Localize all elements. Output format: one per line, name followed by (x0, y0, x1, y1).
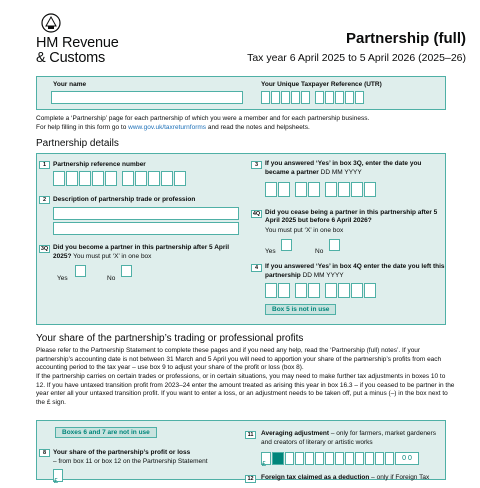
box4q-instruction: You must put ‘X’ in one box (265, 227, 344, 234)
utr-digit[interactable] (355, 91, 364, 104)
date-digit[interactable] (265, 182, 277, 197)
date-digit[interactable] (308, 283, 320, 298)
box11-title: Averaging adjustment (261, 430, 330, 437)
box3q-no-checkbox[interactable] (121, 265, 132, 277)
ref-digit[interactable] (135, 171, 147, 186)
box-number-2: 2 (39, 196, 50, 204)
ref-digit[interactable] (53, 171, 65, 186)
currency-symbol: £ (262, 461, 266, 468)
date-digit[interactable] (308, 182, 320, 197)
box4-label (265, 263, 445, 280)
amount-digit[interactable] (365, 452, 374, 465)
date-digit[interactable] (278, 182, 290, 197)
ref-digit[interactable] (148, 171, 160, 186)
amount-digit[interactable] (315, 452, 324, 465)
box4-question: If you answered ‘Yes’ in box 4Q enter the date you left this partnership (265, 263, 445, 279)
partnership-details-panel (36, 153, 446, 325)
amount-digit[interactable] (305, 452, 314, 465)
ref-digit[interactable] (161, 171, 173, 186)
ref-digit[interactable] (122, 171, 134, 186)
box-number-12: 12 (245, 475, 256, 483)
share-panel (36, 420, 446, 485)
date-digit[interactable] (278, 283, 290, 298)
amount-digit[interactable] (355, 452, 364, 465)
trade-description-line1[interactable] (53, 207, 239, 220)
amount-digit[interactable] (285, 452, 294, 465)
share-para1: Please refer to the Partnership Statement to complete these pages and if you need any help, read the ‘Partnership (full) notes’. If your partnership’s accounting date is not between 31 March and 5 April you will need to apportion your share of the partnership’s profits from each accounting period to the tax year – use box 9 to adjust your share of the profit or loss (box 8). (36, 347, 442, 371)
box-number-8: 8 (39, 449, 50, 457)
box4-date-field[interactable] (265, 283, 377, 298)
date-digit[interactable] (338, 283, 350, 298)
intro-line1: Complete a ‘Partnership’ page for each partnership of which you were a member and for each partnership business. (36, 115, 370, 122)
taxreturnforms-link[interactable]: www.gov.uk/taxreturnforms (128, 124, 207, 131)
box3q-label (53, 244, 243, 261)
box11-label (261, 430, 441, 447)
utr-digit[interactable] (345, 91, 354, 104)
utr-digit[interactable] (271, 91, 280, 104)
currency-sign (261, 452, 271, 468)
currency-symbol: £ (54, 478, 58, 485)
currency-sign (53, 469, 63, 485)
ref-digit[interactable] (79, 171, 91, 186)
box4q-question: Did you cease being a partner in this partnership after 5 April 2025 but before 6 April 2026? (265, 209, 438, 224)
utr-digit[interactable] (335, 91, 344, 104)
date-digit[interactable] (295, 182, 307, 197)
date-digit[interactable] (325, 182, 337, 197)
box2-label: Description of partnership trade or profession (53, 196, 196, 203)
box-number-4: 4 (251, 264, 262, 272)
box4-date-format: DD MM YYYY (300, 271, 344, 279)
identity-panel (36, 76, 446, 110)
box3q-question: Did you become a partner in this partnership after 5 April 2025? (53, 244, 230, 260)
date-digit[interactable] (364, 182, 376, 197)
box-number-1: 1 (39, 161, 50, 169)
org-name (36, 36, 119, 66)
ref-digit[interactable] (105, 171, 117, 186)
amount-digit[interactable] (325, 452, 334, 465)
box4q-no-checkbox[interactable] (329, 239, 340, 251)
name-field[interactable] (51, 91, 243, 104)
trade-description-line2[interactable] (53, 222, 239, 235)
box3-date-format: DD MM YYYY (318, 168, 362, 176)
partnership-reference-field[interactable] (53, 171, 187, 186)
box12-label (261, 474, 446, 483)
utr-digit[interactable] (281, 91, 290, 104)
box8-note: – from box 11 or box 12 on the Partnership Statement (53, 458, 208, 465)
amount-digit[interactable] (295, 452, 304, 465)
amount-digit[interactable] (375, 452, 384, 465)
box3q-yes-label: Yes (57, 275, 68, 282)
ref-digit[interactable] (174, 171, 186, 186)
box3q-yes-checkbox[interactable] (75, 265, 86, 277)
box12-note: – only if Foreign Tax (369, 474, 430, 481)
utr-digit[interactable] (291, 91, 300, 104)
box-number-4q: 4Q (252, 211, 261, 217)
utr-field[interactable] (261, 91, 365, 104)
box3q-no-label: No (107, 275, 116, 282)
box4q-no-label: No (315, 248, 324, 255)
utr-digit[interactable] (301, 91, 310, 104)
intro-line2-suffix: and read the notes and helpsheets. (206, 124, 310, 131)
intro-line2-prefix: For help filling in this form go to (36, 124, 129, 131)
utr-digit[interactable] (261, 91, 270, 104)
date-digit[interactable] (295, 283, 307, 298)
box5-not-in-use-note: Box 5 is not in use (265, 304, 336, 315)
date-digit[interactable] (338, 182, 350, 197)
share-para2: If the partnership carries on certain trades or professions, or in certain situations, you may need to make further tax adjustments in boxes 10 to 12. If you have untaxed transition profit from 2023–24 enter the amount treated as arising this year in box 16.3 – if you ceased to be partner in the year enter all your untaxed transition profit. If you want to enter a loss, or an adjustment needs to be taken off, put a minus (–) in the box next to the £ sign. (36, 373, 455, 406)
amount-digit[interactable] (385, 452, 394, 465)
tax-year: Tax year 6 April 2025 to 5 April 2026 (2025–26) (247, 52, 466, 64)
date-digit[interactable] (364, 283, 376, 298)
box3-date-field[interactable] (265, 182, 377, 197)
amount-digit[interactable] (345, 452, 354, 465)
box11-note: – only for farmers, market gardeners and creators of literary or artistic works (261, 430, 436, 446)
page-title: Partnership (full) (345, 30, 466, 47)
date-digit[interactable] (325, 283, 337, 298)
name-label: Your name (53, 81, 87, 88)
org-line1: HM Revenue (36, 35, 119, 51)
org-line2: & Customs (36, 50, 106, 66)
box-number-3q: 3Q (40, 246, 49, 252)
date-digit[interactable] (351, 283, 363, 298)
box3q-instruction: You must put ‘X’ in one box (71, 252, 152, 260)
box3-question: If you answered ‘Yes’ in box 3Q, enter the date you became a partner (265, 160, 422, 176)
royal-crest-icon (40, 12, 62, 34)
box11-amount-field[interactable] (261, 452, 420, 468)
partnership-details-heading: Partnership details (36, 138, 119, 149)
amount-digit[interactable] (335, 452, 344, 465)
ref-digit[interactable] (66, 171, 78, 186)
box8-amount-field[interactable] (53, 469, 64, 485)
utr-label: Your Unique Taxpayer Reference (UTR) (261, 81, 382, 88)
date-digit[interactable] (351, 182, 363, 197)
ref-digit[interactable] (92, 171, 104, 186)
box3-label (265, 160, 445, 177)
intro-line2 (36, 124, 456, 133)
box-number-3: 3 (251, 161, 262, 169)
boxes67-not-in-use-note: Boxes 6 and 7 are not in use (55, 427, 157, 438)
box8-label: Your share of the partnership’s profit or loss (53, 449, 191, 456)
utr-digit[interactable] (325, 91, 334, 104)
box4q-yes-checkbox[interactable] (281, 239, 292, 251)
box12-title: Foreign tax claimed as a deduction (261, 474, 370, 481)
box1-label: Partnership reference number (53, 161, 146, 168)
share-section-heading: Your share of the partnership’s trading or professional profits (36, 333, 304, 344)
box4q-yes-label: Yes (265, 248, 276, 255)
minus-sign-box[interactable] (272, 452, 284, 465)
box-number-11: 11 (245, 431, 256, 439)
date-digit[interactable] (265, 283, 277, 298)
pence-box: 0 0 (395, 452, 419, 465)
utr-digit[interactable] (315, 91, 324, 104)
